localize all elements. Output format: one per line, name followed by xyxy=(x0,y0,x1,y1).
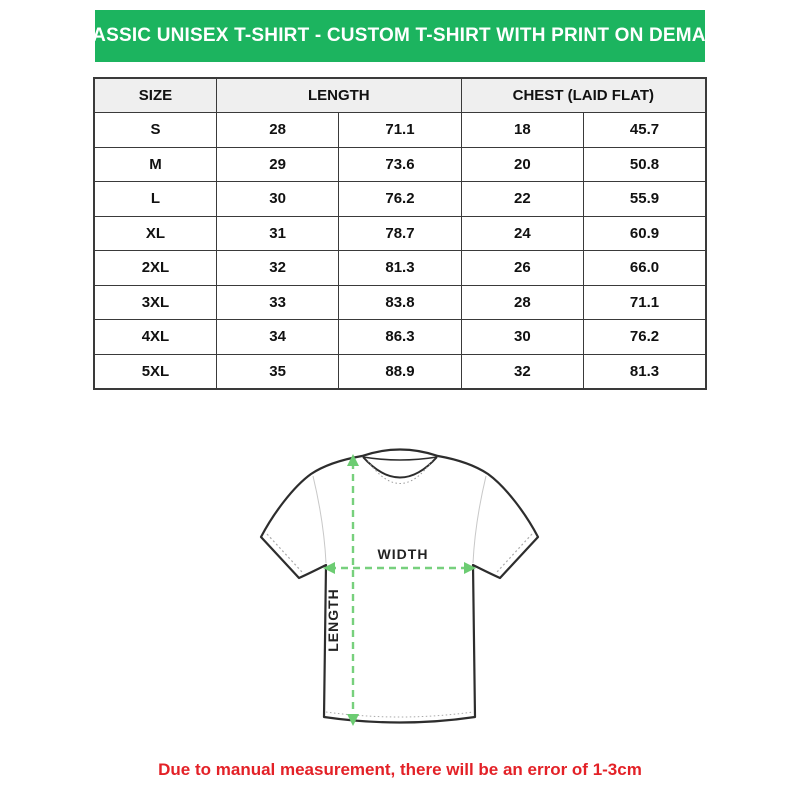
size-chart-table xyxy=(93,77,707,390)
length-in-cell: 30 xyxy=(216,182,338,217)
chest-in-cell: 32 xyxy=(461,354,583,389)
tshirt-body-outline xyxy=(261,450,538,723)
size-cell: S xyxy=(94,113,216,148)
table-row xyxy=(94,182,706,217)
table-row xyxy=(94,320,706,355)
length-in-cell: 28 xyxy=(216,113,338,148)
chest-in-cell: 26 xyxy=(461,251,583,286)
chest-in-cell: 22 xyxy=(461,182,583,217)
tshirt-outline-drawing xyxy=(261,450,538,723)
table-row xyxy=(94,251,706,286)
length-cm-cell: 83.8 xyxy=(339,285,461,320)
column-header-length: LENGTH xyxy=(216,78,461,113)
table-row xyxy=(94,285,706,320)
table-header-row xyxy=(94,78,706,113)
measurement-note: Due to manual measurement, there will be an error of 1-3cm xyxy=(158,760,642,779)
chest-in-cell: 24 xyxy=(461,216,583,251)
length-cm-cell: 76.2 xyxy=(339,182,461,217)
chest-cm-cell: 60.9 xyxy=(584,216,706,251)
length-label: LENGTH xyxy=(325,588,341,652)
size-cell: 5XL xyxy=(94,354,216,389)
length-cm-cell: 86.3 xyxy=(339,320,461,355)
tshirt-measurement-diagram xyxy=(230,430,570,740)
length-cm-cell: 71.1 xyxy=(339,113,461,148)
table-row xyxy=(94,113,706,148)
length-cm-cell: 73.6 xyxy=(339,147,461,182)
chest-cm-cell: 81.3 xyxy=(584,354,706,389)
column-header-chest: CHEST (LAID FLAT) xyxy=(461,78,706,113)
length-in-cell: 29 xyxy=(216,147,338,182)
chest-cm-cell: 45.7 xyxy=(584,113,706,148)
chest-cm-cell: 76.2 xyxy=(584,320,706,355)
page-title: CLASSIC UNISEX T-SHIRT - CUSTOM T-SHIRT WITH PRINT ON DEMAND xyxy=(66,25,734,46)
size-chart-body xyxy=(94,113,706,389)
length-cm-cell: 78.7 xyxy=(339,216,461,251)
title-banner xyxy=(66,10,734,62)
column-header-size: SIZE xyxy=(94,78,216,113)
chest-in-cell: 28 xyxy=(461,285,583,320)
chest-cm-cell: 55.9 xyxy=(584,182,706,217)
chest-cm-cell: 66.0 xyxy=(584,251,706,286)
length-cm-cell: 88.9 xyxy=(339,354,461,389)
chest-in-cell: 18 xyxy=(461,113,583,148)
chest-cm-cell: 71.1 xyxy=(584,285,706,320)
size-cell: M xyxy=(94,147,216,182)
length-in-cell: 32 xyxy=(216,251,338,286)
chest-in-cell: 30 xyxy=(461,320,583,355)
length-cm-cell: 81.3 xyxy=(339,251,461,286)
chest-in-cell: 20 xyxy=(461,147,583,182)
size-cell: L xyxy=(94,182,216,217)
size-cell: XL xyxy=(94,216,216,251)
table-row xyxy=(94,354,706,389)
table-row xyxy=(94,147,706,182)
length-in-cell: 34 xyxy=(216,320,338,355)
length-in-cell: 33 xyxy=(216,285,338,320)
chest-cm-cell: 50.8 xyxy=(584,147,706,182)
width-label: WIDTH xyxy=(377,546,429,562)
table-row xyxy=(94,216,706,251)
length-in-cell: 31 xyxy=(216,216,338,251)
size-cell: 2XL xyxy=(94,251,216,286)
size-cell: 3XL xyxy=(94,285,216,320)
size-cell: 4XL xyxy=(94,320,216,355)
length-in-cell: 35 xyxy=(216,354,338,389)
